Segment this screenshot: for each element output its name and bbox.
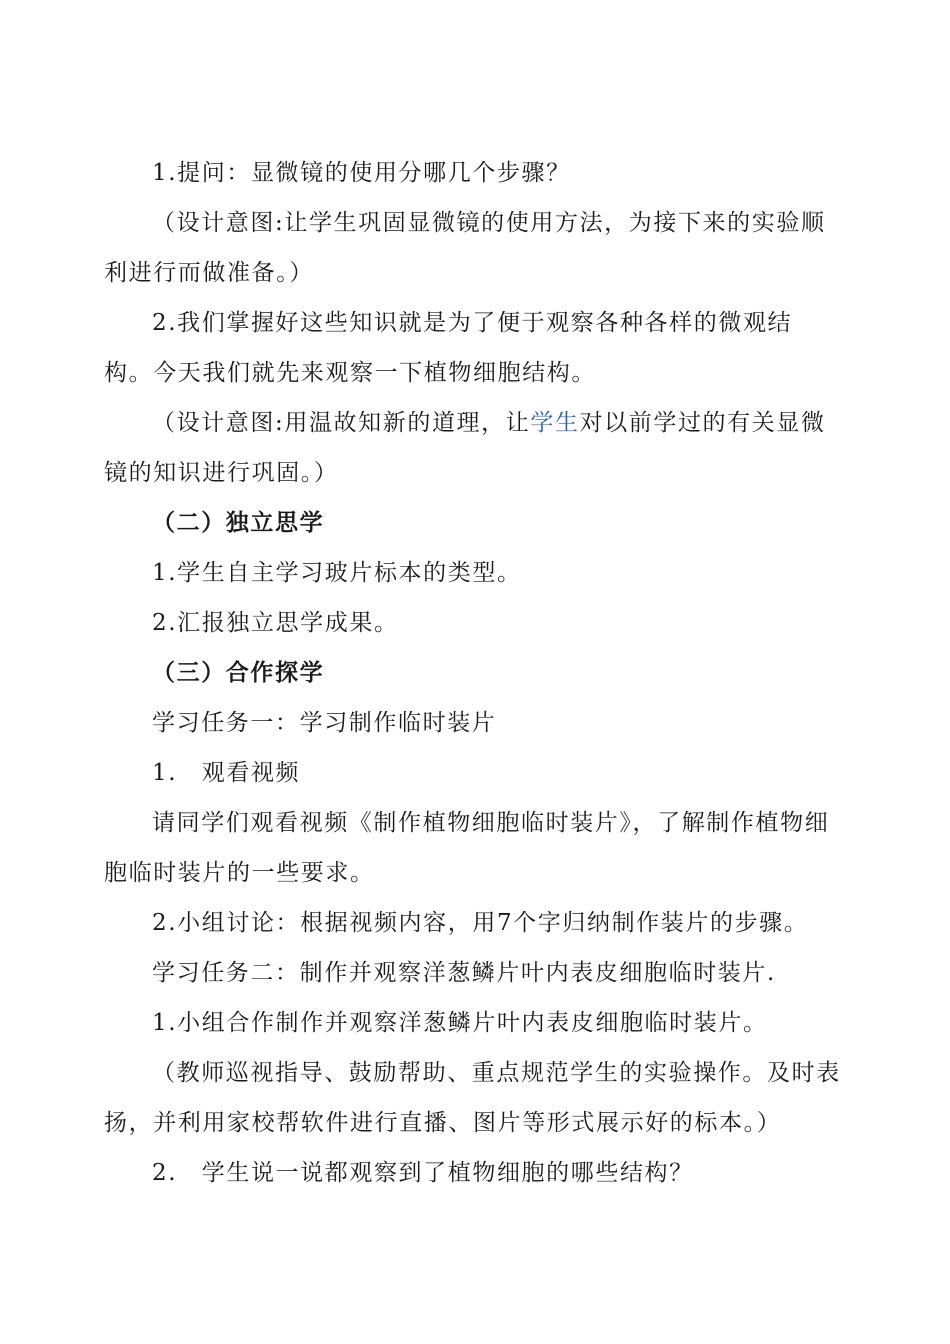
video-paragraph-line-1: 请同学们观看视频《制作植物细胞临时装片》，了解制作植物细 bbox=[152, 810, 830, 836]
video-paragraph-line-2: 胞临时装片的一些要求。 bbox=[104, 860, 375, 886]
paragraph-self-study-2: 2.汇报独立思学成果。 bbox=[152, 610, 399, 636]
task-2-step-2: 2. 学生说一说都观察到了植物细胞的哪些结构？ bbox=[152, 1160, 694, 1186]
design-intent-2-line-2: 镜的知识进行巩固。） bbox=[104, 460, 339, 486]
student-link[interactable]: 学生 bbox=[530, 410, 580, 436]
paragraph-2-line-2: 构。今天我们就先来观察一下植物细胞结构。 bbox=[104, 360, 596, 386]
design-intent-2-text-a: （设计意图:用温故知新的道理，让 bbox=[152, 410, 531, 436]
paragraph-2-line-1: 2.我们掌握好这些知识就是为了便于观察各种各样的微观结 bbox=[152, 310, 793, 336]
task-2-title: 学习任务二：制作并观察洋葱鳞片叶内表皮细胞临时装片. bbox=[152, 960, 776, 986]
task-1-step-2: 2.小组讨论：根据视频内容，用7个字归纳制作装片的步骤。 bbox=[152, 910, 809, 936]
design-intent-1-line-1: （设计意图:让学生巩固显微镜的使用方法，为接下来的实验顺 bbox=[152, 210, 826, 236]
design-intent-2-text-c: 对以前学过的有关显微 bbox=[579, 410, 826, 436]
task-1-title: 学习任务一：学习制作临时装片 bbox=[152, 710, 497, 736]
paragraph-question-1: 1.提问：显微镜的使用分哪几个步骤？ bbox=[152, 160, 571, 186]
teacher-note-line-1: （教师巡视指导、鼓励帮助、重点规范学生的实验操作。及时表 bbox=[152, 1060, 841, 1086]
design-intent-2-line-1 bbox=[152, 408, 950, 438]
design-intent-1-line-2: 利进行而做准备。） bbox=[104, 260, 314, 286]
teacher-note-line-2: 扬，并利用家校帮软件进行直播、图片等形式展示好的标本。） bbox=[104, 1110, 782, 1136]
task-2-step-1: 1.小组合作制作并观察洋葱鳞片叶内表皮细胞临时装片。 bbox=[152, 1010, 768, 1036]
paragraph-self-study-1: 1.学生自主学习玻片标本的类型。 bbox=[152, 560, 522, 586]
section-heading-2: （二）独立思学 bbox=[152, 509, 325, 536]
section-heading-3: （三）合作探学 bbox=[152, 659, 325, 686]
task-1-step-1: 1. 观看视频 bbox=[152, 760, 301, 786]
